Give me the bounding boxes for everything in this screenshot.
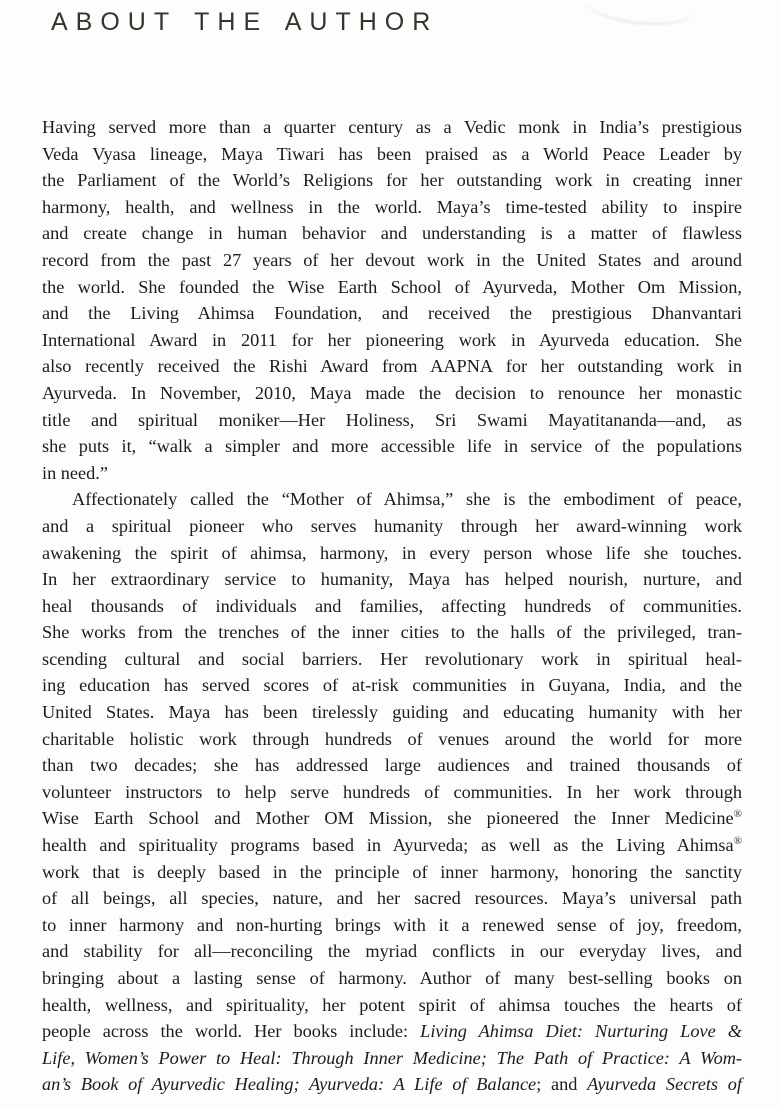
scan-artifact: [583, 0, 696, 30]
text-line: [42, 699, 742, 726]
body-text-segment: the world. She founded the Wise Earth School of Ayurveda, Mother Om Mission,: [42, 276, 742, 297]
text-line: [42, 1045, 742, 1072]
text-line: [42, 619, 742, 646]
text-line: [42, 859, 742, 886]
body-text-segment: ; and: [536, 1074, 588, 1095]
book-title-text: an’s Book of Ayurvedic Healing; Ayurveda: A Life of Balance: [42, 1074, 537, 1095]
text-line: [42, 540, 742, 567]
body-text-segment: harmony, health, and wellness in the world. Maya’s time-tested ability to inspire: [42, 196, 742, 217]
body-text-segment: and a spiritual pioneer who serves humanity through her award-winning work: [42, 515, 742, 536]
text-line: [42, 938, 742, 965]
text-line: [42, 274, 742, 301]
body-text-segment: title and spiritual moniker—Her Holiness, Sri Swami Mayatitananda—and, as: [42, 409, 742, 430]
text-line: [42, 566, 742, 593]
body-text-segment: than two decades; she has addressed large audiences and trained thousands of: [42, 755, 742, 776]
paragraph: [42, 114, 742, 486]
body-text-segment: bringing about a lasting sense of harmony. Author of many best-selling books on: [42, 968, 742, 988]
body-text-segment: and create change in human behavior and understanding is a matter of flawless: [42, 223, 742, 244]
text-line: [42, 779, 742, 806]
body-text-segment: health, wellness, and spirituality, her potent spirit of ahimsa touches the hearts of: [42, 994, 742, 1015]
book-title-text: Living Ahimsa Diet: Nurturing Love &: [420, 1021, 743, 1042]
text-line: [42, 114, 742, 141]
text-line: [42, 380, 742, 407]
text-line: [42, 486, 742, 513]
body-text-segment: Ayurveda. In November, 2010, Maya made the decision to renounce her monastic: [42, 382, 742, 403]
text-line: [42, 327, 742, 354]
registered-mark: ®: [733, 834, 742, 847]
registered-mark: ®: [733, 808, 742, 821]
text-line: [42, 433, 742, 460]
text-line: [42, 805, 742, 832]
body-text-segment: She works from the trenches of the inner cities to the halls of the privileged, tran-: [42, 622, 742, 643]
body-text-segment: also recently received the Rishi Award from AAPNA for her outstanding work in: [42, 356, 742, 377]
body-text-segment: in need.”: [42, 462, 108, 483]
body-text-segment: Veda Vyasa lineage, Maya Tiwari has been praised as a World Peace Leader by: [42, 143, 742, 164]
text-line: [42, 300, 742, 327]
text-line: [42, 353, 742, 380]
text-line: [42, 593, 742, 620]
body-text-segment: health and spirituality programs based in Ayurveda; as well as the Living Ahimsa: [42, 835, 734, 856]
text-line: [42, 460, 742, 487]
book-title-text: Life, Women’s Power to Heal: Through Inner Medicine; The Path of Practice: A Wom-: [42, 1047, 742, 1068]
text-line: [42, 672, 742, 699]
text-line: [42, 407, 742, 434]
text-line: [42, 247, 742, 274]
text-line: [42, 965, 742, 992]
body-text-segment: charitable holistic work through hundreds of venues around the world for more: [42, 728, 742, 749]
body-text-segment: Affectionately called the “Mother of Ahimsa,” she is the embodiment of peace,: [72, 489, 742, 510]
body-text-segment: to inner harmony and non-hurting brings with it a renewed sense of joy, freedom,: [42, 914, 742, 935]
text-line: [42, 141, 742, 168]
text-line: [42, 832, 742, 859]
body-text-segment: ing education has served scores of at-risk communities in Guyana, India, and the: [42, 675, 742, 696]
text-line: [42, 167, 742, 194]
body-text-segment: record from the past 27 years of her devout work in the United States and around: [42, 249, 742, 270]
text-line: [42, 194, 742, 221]
body-text-segment: and stability for all—reconciling the myriad conflicts in our everyday lives, and: [42, 941, 742, 962]
text-line: [42, 912, 742, 939]
text-line: [42, 992, 742, 1019]
text-line: [42, 220, 742, 247]
text-line: [42, 1071, 742, 1098]
text-line: [42, 1018, 742, 1045]
book-title-text: Ayurveda Secrets of: [587, 1074, 743, 1095]
body-text-segment: Wise Earth School and Mother OM Mission, she pioneered the Inner Medicine: [42, 808, 734, 829]
body-text-segment: and the Living Ahimsa Foundation, and received the prestigious Dhanvantari: [42, 303, 742, 324]
body-text-segment: scending cultural and social barriers. Her revolutionary work in spiritual heal-: [42, 648, 742, 669]
body-text-segment: Having served more than a quarter century as a Vedic monk in India’s prestigious: [42, 117, 742, 137]
paragraph: [42, 486, 742, 1098]
page-title: ABOUT THE AUTHOR: [51, 8, 439, 36]
body-text-segment: of all beings, all species, nature, and her sacred resources. Maya’s universal path: [42, 888, 742, 909]
body-text-segment: volunteer instructors to help serve hundreds of communities. In her work through: [42, 781, 742, 802]
body-text-segment: work that is deeply based in the principle of inner harmony, honoring the sanctity: [42, 861, 742, 882]
body-text-segment: awakening the spirit of ahimsa, harmony, in every person whose life she touches.: [42, 542, 742, 563]
page-body: [42, 114, 742, 1098]
text-line: [42, 513, 742, 540]
body-text-segment: In her extraordinary service to humanity, Maya has helped nourish, nurture, and: [42, 569, 742, 590]
body-text-segment: heal thousands of individuals and families, affecting hundreds of communities.: [42, 595, 742, 616]
text-line: [42, 646, 742, 673]
body-text-segment: United States. Maya has been tirelessly guiding and educating humanity with her: [42, 702, 742, 723]
body-text-segment: she puts it, “walk a simpler and more accessible life in service of the populations: [42, 436, 742, 457]
text-line: [42, 885, 742, 912]
text-line: [42, 752, 742, 779]
body-text-segment: the Parliament of the World’s Religions for her outstanding work in creating inner: [42, 170, 742, 191]
body-text-segment: International Award in 2011 for her pioneering work in Ayurveda education. She: [42, 329, 742, 350]
text-line: [42, 726, 742, 753]
body-text-segment: people across the world. Her books include:: [42, 1021, 421, 1042]
